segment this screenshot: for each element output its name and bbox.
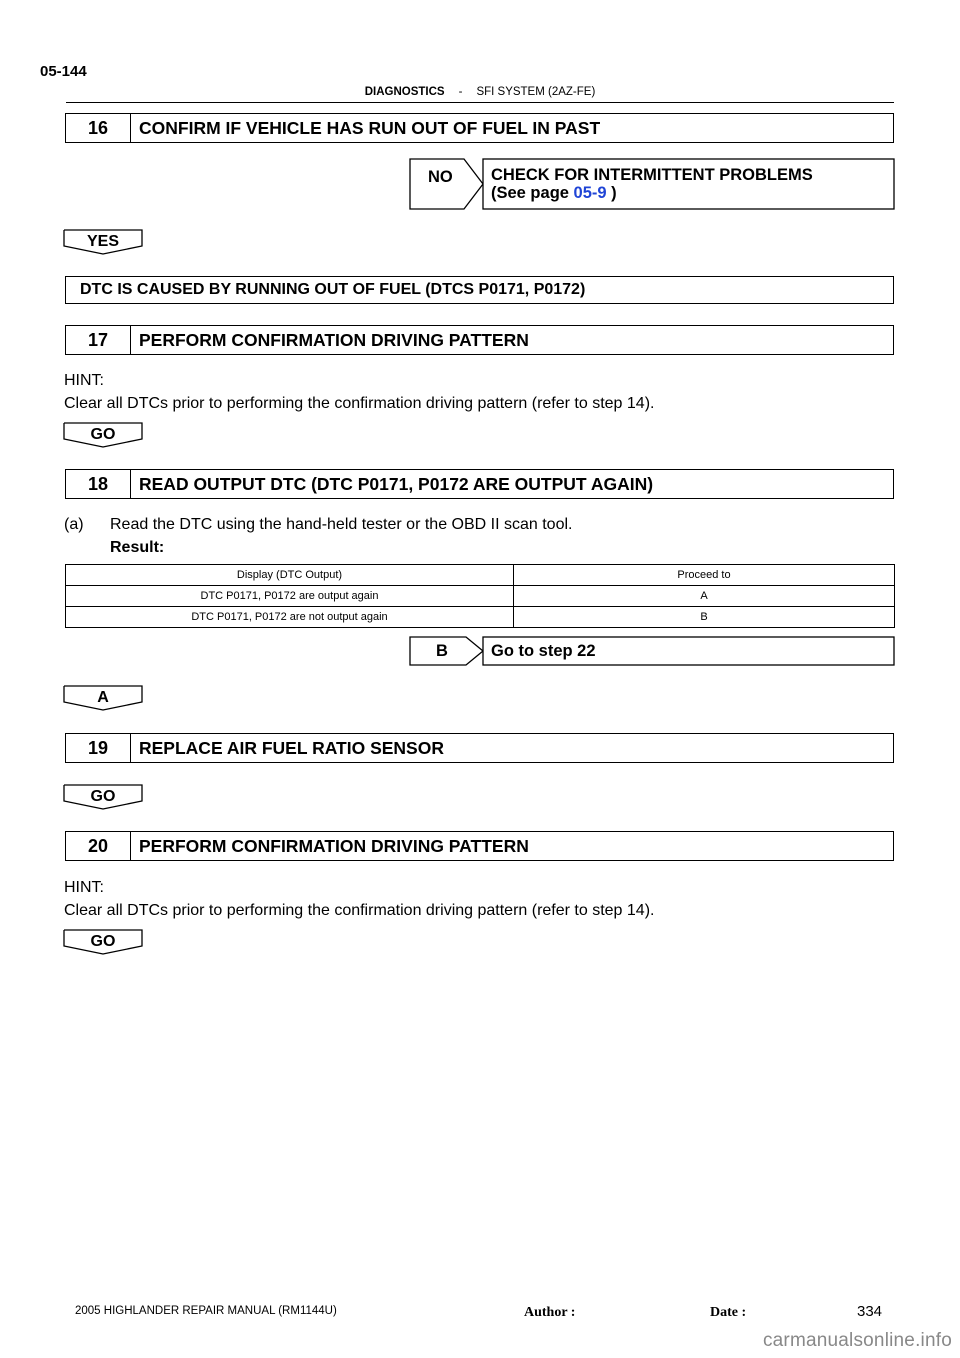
step-title: CONFIRM IF VEHICLE HAS RUN OUT OF FUEL IN PAST	[139, 117, 601, 138]
table-cell: A	[514, 586, 895, 607]
no-branch-line2: (See page 05-9 )	[491, 184, 617, 202]
header-separator: -	[458, 86, 463, 98]
footer-page-number: 334	[857, 1303, 883, 1320]
answer-go-label: GO	[90, 933, 116, 950]
result-label: Result:	[110, 539, 165, 556]
page-number: 05-144	[40, 63, 87, 80]
answer-go	[64, 785, 142, 807]
table-cell: B	[514, 607, 895, 628]
answer-go-label: GO	[90, 788, 116, 805]
step-number: 18	[66, 470, 131, 498]
answer-yes-label: YES	[86, 233, 119, 250]
footer-author-label: Author :	[524, 1305, 576, 1320]
page-link-05-9[interactable]: 05-9	[573, 184, 607, 202]
table-header-cell: Display (DTC Output)	[66, 565, 514, 586]
step-title: PERFORM CONFIRMATION DRIVING PATTERN	[139, 329, 529, 350]
no-branch-line1: CHECK FOR INTERMITTENT PROBLEMS	[491, 166, 813, 184]
step-item-text: Read the DTC using the hand-held tester or the OBD II scan tool.	[110, 516, 573, 533]
hint-label: HINT:	[64, 879, 104, 896]
step-number: 20	[66, 832, 131, 860]
b-branch-label: B	[436, 642, 448, 660]
step-title: REPLACE AIR FUEL RATIO SENSOR	[139, 737, 444, 758]
answer-a-label: A	[97, 689, 109, 706]
header-section: DIAGNOSTICS	[364, 86, 445, 98]
answer-go-label: GO	[90, 426, 116, 443]
step-title: READ OUTPUT DTC (DTC P0171, P0172 ARE OUTPUT AGAIN)	[139, 473, 654, 494]
header-subsection: SFI SYSTEM (2AZ-FE)	[476, 86, 596, 98]
answer-go	[64, 930, 142, 952]
step-number: 16	[66, 114, 131, 142]
table-cell: DTC P0171, P0172 are not output again	[66, 607, 514, 628]
step-19-box	[65, 733, 894, 763]
hint-label: HINT:	[64, 372, 104, 389]
no-branch-label: NO	[428, 168, 453, 186]
hint-text: Clear all DTCs prior to performing the confirmation driving pattern (refer to step 14).	[64, 902, 655, 919]
step-number: 19	[66, 734, 131, 762]
step-title: PERFORM CONFIRMATION DRIVING PATTERN	[139, 835, 529, 856]
step-item-label: (a)	[64, 516, 84, 533]
dtc-cause-box: DTC IS CAUSED BY RUNNING OUT OF FUEL (DTCS P0171, P0172)	[65, 276, 894, 304]
b-branch-action: Go to step 22	[491, 642, 596, 660]
table-header-cell: Proceed to	[514, 565, 895, 586]
footer-date-label: Date :	[710, 1305, 747, 1320]
step-20-box	[65, 831, 894, 861]
hint-text: Clear all DTCs prior to performing the confirmation driving pattern (refer to step 14).	[64, 395, 655, 412]
answer-a	[64, 686, 142, 708]
footer-manual-title: 2005 HIGHLANDER REPAIR MANUAL (RM1144U)	[75, 1305, 337, 1317]
table-cell: DTC P0171, P0172 are output again	[66, 586, 514, 607]
watermark: carmanualsonline.info	[762, 1330, 952, 1351]
step-number: 17	[66, 326, 131, 354]
